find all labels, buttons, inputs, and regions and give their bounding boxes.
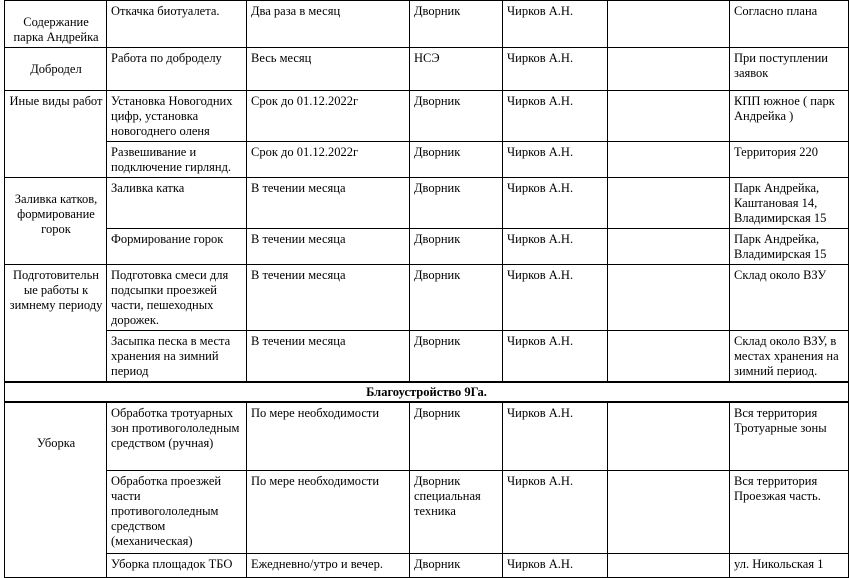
work-plan-table <box>4 0 849 578</box>
work-cell: Обработка тротуарных зон противогололедным средством (ручная) <box>107 402 247 470</box>
executor-cell: Дворник <box>410 142 503 178</box>
responsible-cell: Чирков А.Н. <box>503 91 608 142</box>
responsible-cell: Чирков А.Н. <box>503 470 608 553</box>
executor-cell: Дворник <box>410 1 503 48</box>
period-cell: Срок до 01.12.2022г <box>247 142 410 178</box>
note-cell <box>608 229 730 265</box>
place-cell: Вся территория Тротуарные зоны <box>730 402 849 470</box>
period-cell: Весь месяц <box>247 48 410 91</box>
note-cell <box>608 265 730 331</box>
place-cell: Вся территория Проезжая часть. <box>730 470 849 553</box>
responsible-cell: Чирков А.Н. <box>503 1 608 48</box>
responsible-cell: Чирков А.Н. <box>503 142 608 178</box>
place-cell: Согласно плана <box>730 1 849 48</box>
note-cell <box>608 553 730 577</box>
section-title: Благоустройство 9Га. <box>5 382 849 402</box>
note-cell <box>608 91 730 142</box>
period-cell: В течении месяца <box>247 178 410 229</box>
period-cell: Ежедневно/утро и вечер. <box>247 553 410 577</box>
work-cell: Установка Новогодних цифр, установка новогоднего оленя <box>107 91 247 142</box>
responsible-cell: Чирков А.Н. <box>503 331 608 383</box>
work-cell: Заливка катка <box>107 178 247 229</box>
responsible-cell: Чирков А.Н. <box>503 402 608 470</box>
period-cell: По мере необходимости <box>247 402 410 470</box>
responsible-cell: Чирков А.Н. <box>503 553 608 577</box>
section-header-row <box>5 382 849 402</box>
place-cell: Склад около ВЗУ <box>730 265 849 331</box>
table-row <box>5 470 849 553</box>
work-cell: Откачка биотуалета. <box>107 1 247 48</box>
note-cell <box>608 402 730 470</box>
table-row <box>5 91 849 142</box>
responsible-cell: Чирков А.Н. <box>503 178 608 229</box>
table-row <box>5 553 849 577</box>
place-cell: КПП южное ( парк Андрейка ) <box>730 91 849 142</box>
period-cell: В течении месяца <box>247 331 410 383</box>
period-cell: По мере необходимости <box>247 470 410 553</box>
note-cell <box>608 470 730 553</box>
category-cell: Заливка катков, формирование горок <box>5 178 107 265</box>
table-row <box>5 402 849 470</box>
executor-cell: Дворник специальная техника <box>410 470 503 553</box>
category-cell: Подготовительные работы к зимнему периоду <box>5 265 107 383</box>
category-cell: Иные виды работ <box>5 91 107 178</box>
table-row <box>5 265 849 331</box>
note-cell <box>608 331 730 383</box>
place-cell: Парк Андрейка, Владимирская 15 <box>730 229 849 265</box>
place-cell: Территория 220 <box>730 142 849 178</box>
category-cell: Добродел <box>5 48 107 91</box>
executor-cell: Дворник <box>410 402 503 470</box>
category-cell: Уборка <box>5 402 107 577</box>
executor-cell: Дворник <box>410 178 503 229</box>
executor-cell: Дворник <box>410 331 503 383</box>
table-row <box>5 142 849 178</box>
work-cell: Подготовка смеси для подсыпки проезжей части, пешеходных дорожек. <box>107 265 247 331</box>
table-row <box>5 229 849 265</box>
table-row <box>5 331 849 383</box>
place-cell: При поступлении заявок <box>730 48 849 91</box>
work-cell: Развешивание и подключение гирлянд. <box>107 142 247 178</box>
note-cell <box>608 142 730 178</box>
note-cell <box>608 48 730 91</box>
period-cell: Два раза в месяц <box>247 1 410 48</box>
place-cell: ул. Никольская 1 <box>730 553 849 577</box>
period-cell: В течении месяца <box>247 265 410 331</box>
executor-cell: Дворник <box>410 265 503 331</box>
table-row <box>5 48 849 91</box>
period-cell: Срок до 01.12.2022г <box>247 91 410 142</box>
period-cell: В течении месяца <box>247 229 410 265</box>
work-cell: Формирование горок <box>107 229 247 265</box>
responsible-cell: Чирков А.Н. <box>503 48 608 91</box>
executor-cell: Дворник <box>410 229 503 265</box>
work-cell: Уборка площадок ТБО <box>107 553 247 577</box>
table-row <box>5 1 849 48</box>
responsible-cell: Чирков А.Н. <box>503 265 608 331</box>
place-cell: Парк Андрейка, Каштановая 14, Владимирская 15 <box>730 178 849 229</box>
executor-cell: Дворник <box>410 91 503 142</box>
table-row <box>5 178 849 229</box>
work-cell: Засыпка песка в места хранения на зимний период <box>107 331 247 383</box>
executor-cell: Дворник <box>410 553 503 577</box>
note-cell <box>608 178 730 229</box>
responsible-cell: Чирков А.Н. <box>503 229 608 265</box>
note-cell <box>608 1 730 48</box>
work-cell: Обработка проезжей части противогололедным средством (механическая) <box>107 470 247 553</box>
work-cell: Работа по доброделу <box>107 48 247 91</box>
executor-cell: НСЭ <box>410 48 503 91</box>
place-cell: Склад около ВЗУ, в местах хранения на зимний период. <box>730 331 849 383</box>
category-cell: Содержание парка Андрейка <box>5 1 107 48</box>
